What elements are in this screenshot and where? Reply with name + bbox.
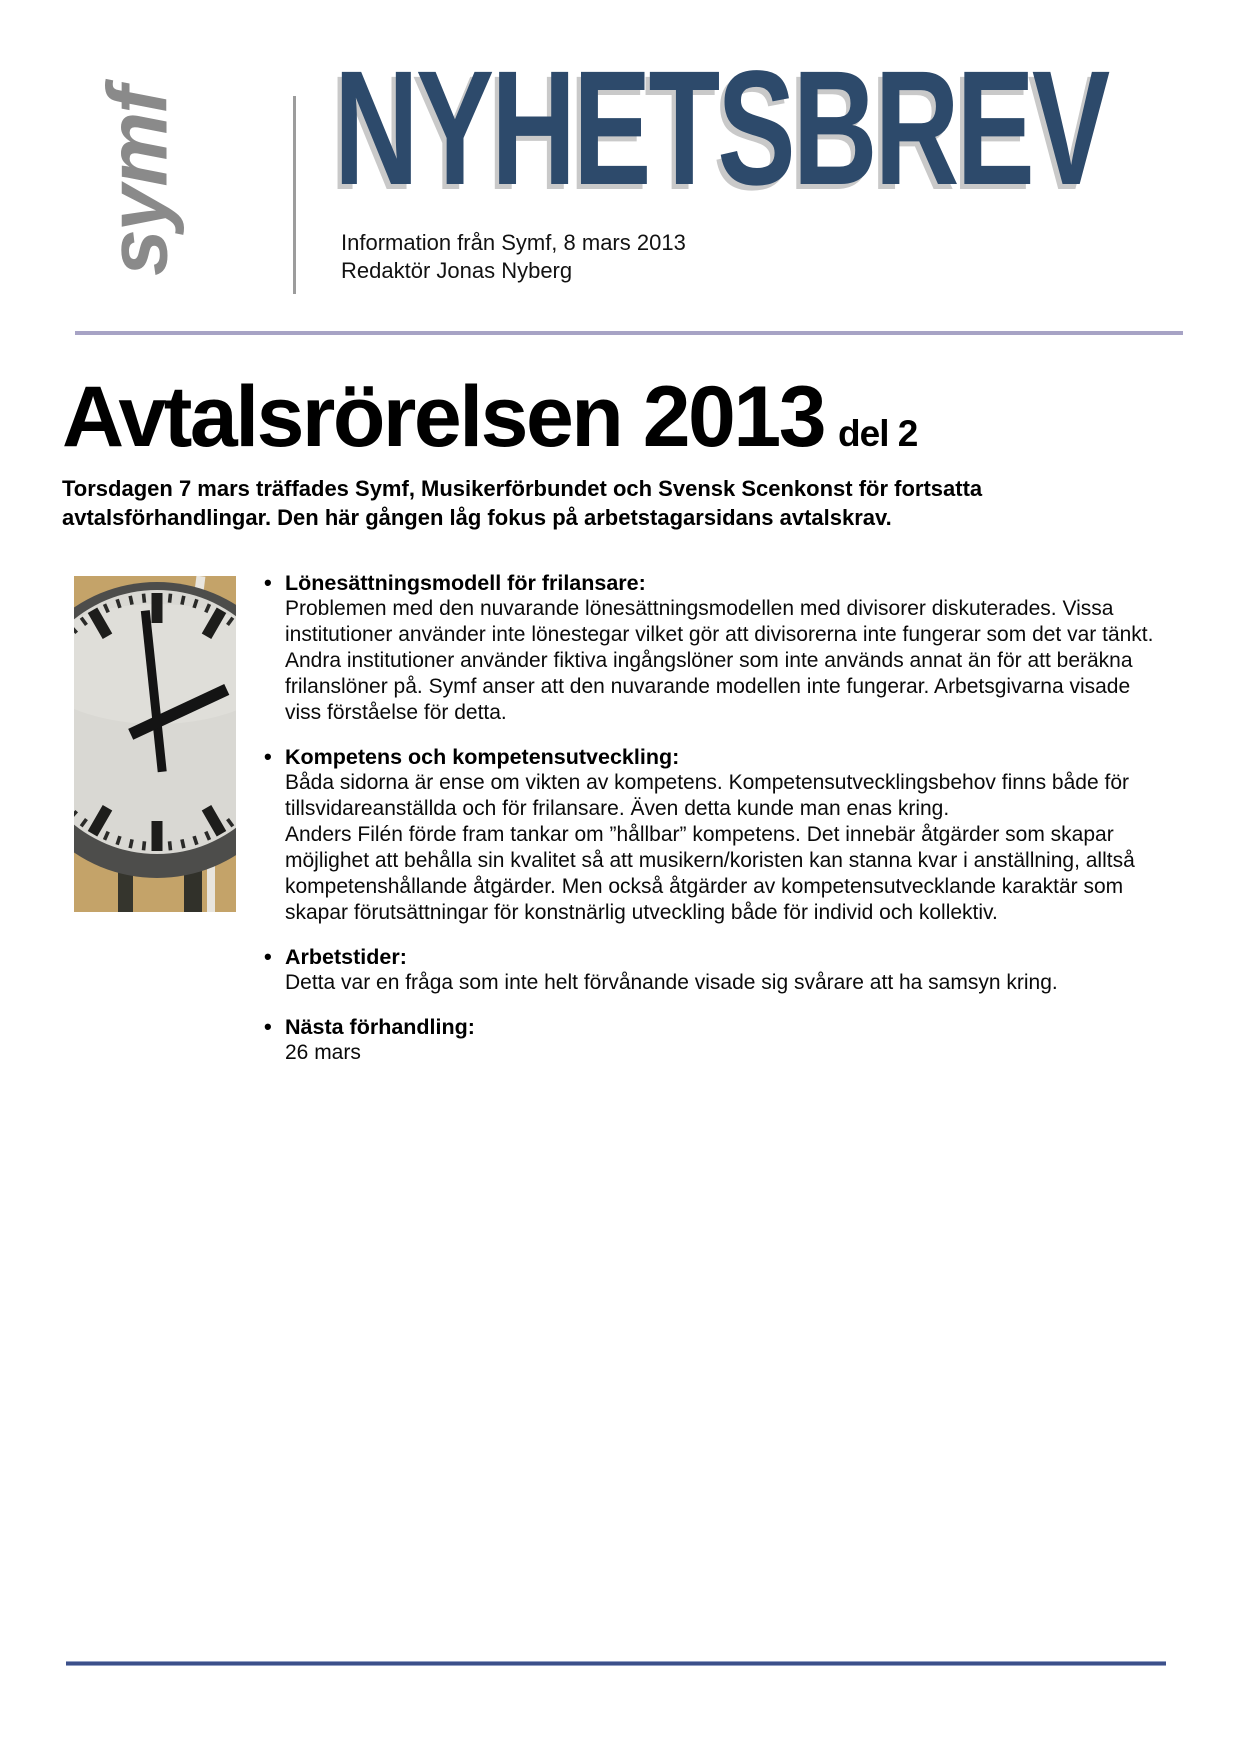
bullet-paragraph: Båda sidorna är ense om vikten av kompetens. Kompetensutvecklingsbehov finns både för tillsvidareanställda och för frilansare. Även detta kunde man enas kring. — [285, 771, 1129, 820]
newsletter-title-text: NYHETSBREV — [334, 36, 1108, 219]
symf-logo: symf — [90, 87, 185, 277]
newsletter-title — [334, 36, 1240, 219]
clock-photo — [74, 576, 236, 912]
article-intro: Torsdagen 7 mars träffades Symf, Musikerförbundet och Svensk Scenkonst för fortsatta avtalsförhandlingar. Den här gången låg fokus på arbetstagarsidans avtalskrav. — [62, 476, 983, 530]
wall-stripe-bottom — [207, 862, 215, 912]
list-item — [262, 1014, 1162, 1066]
agenda-list — [262, 570, 1162, 1084]
bullet-paragraph: 26 mars — [285, 1041, 361, 1064]
masthead-info-line2: Redaktör Jonas Nyberg — [341, 258, 573, 283]
hour-marker — [152, 593, 163, 623]
masthead-info — [341, 229, 686, 285]
bullet-paragraph: Anders Filén förde fram tankar om ”hållbar” kompetens. Det innebär åtgärder som skapar möjlighet att behålla sin kvalitet så att musikern/koristen kan stanna kvar i anställning, alltså kompetenshållande åtgärder. Men också åtgärder av kompetensutvecklande karaktär som skapar förutsättningar för konstnärlig utveckling både för individ och kollektiv. — [285, 823, 1135, 924]
clock-photo-svg — [74, 576, 236, 912]
bottom-rule — [66, 1661, 1166, 1666]
list-item — [262, 944, 1162, 996]
bullet-heading: • Kompetens och kompetensutveckling: — [285, 745, 680, 769]
article-title-main: Avtalsrörelsen 2013 — [62, 369, 825, 465]
list-item — [262, 744, 1162, 926]
hour-marker — [152, 821, 163, 851]
bullet-heading: • Lönesättningsmodell för frilansare: — [285, 571, 646, 595]
masthead-info-line1: Information från Symf, 8 mars 2013 — [341, 230, 686, 255]
masthead-divider — [293, 96, 296, 294]
list-item — [262, 570, 1162, 726]
article-title-suffix: del 2 — [838, 413, 918, 454]
bullet-paragraph: Problemen med den nuvarande lönesättningsmodellen med divisorer diskuterades. Vissa institutioner använder inte lönestegar vilket gör att divisorerna inte fungerar som det var tänkt. Andra institutioner använder fiktiva ingångslöner som inte används annat än för att beräkna frilanslöner på. Symf anser att den nuvarande modellen inte fungerar. Arbetsgivarna visade viss förståelse för detta. — [285, 597, 1154, 724]
bullet-heading: • Nästa förhandling: — [285, 1015, 475, 1039]
article-title — [62, 368, 917, 467]
bullet-heading: • Arbetstider: — [285, 945, 407, 969]
bullet-paragraph: Detta var en fråga som inte helt förvånande visade sig svårare att ha samsyn kring. — [285, 971, 1058, 994]
top-rule — [75, 331, 1183, 335]
